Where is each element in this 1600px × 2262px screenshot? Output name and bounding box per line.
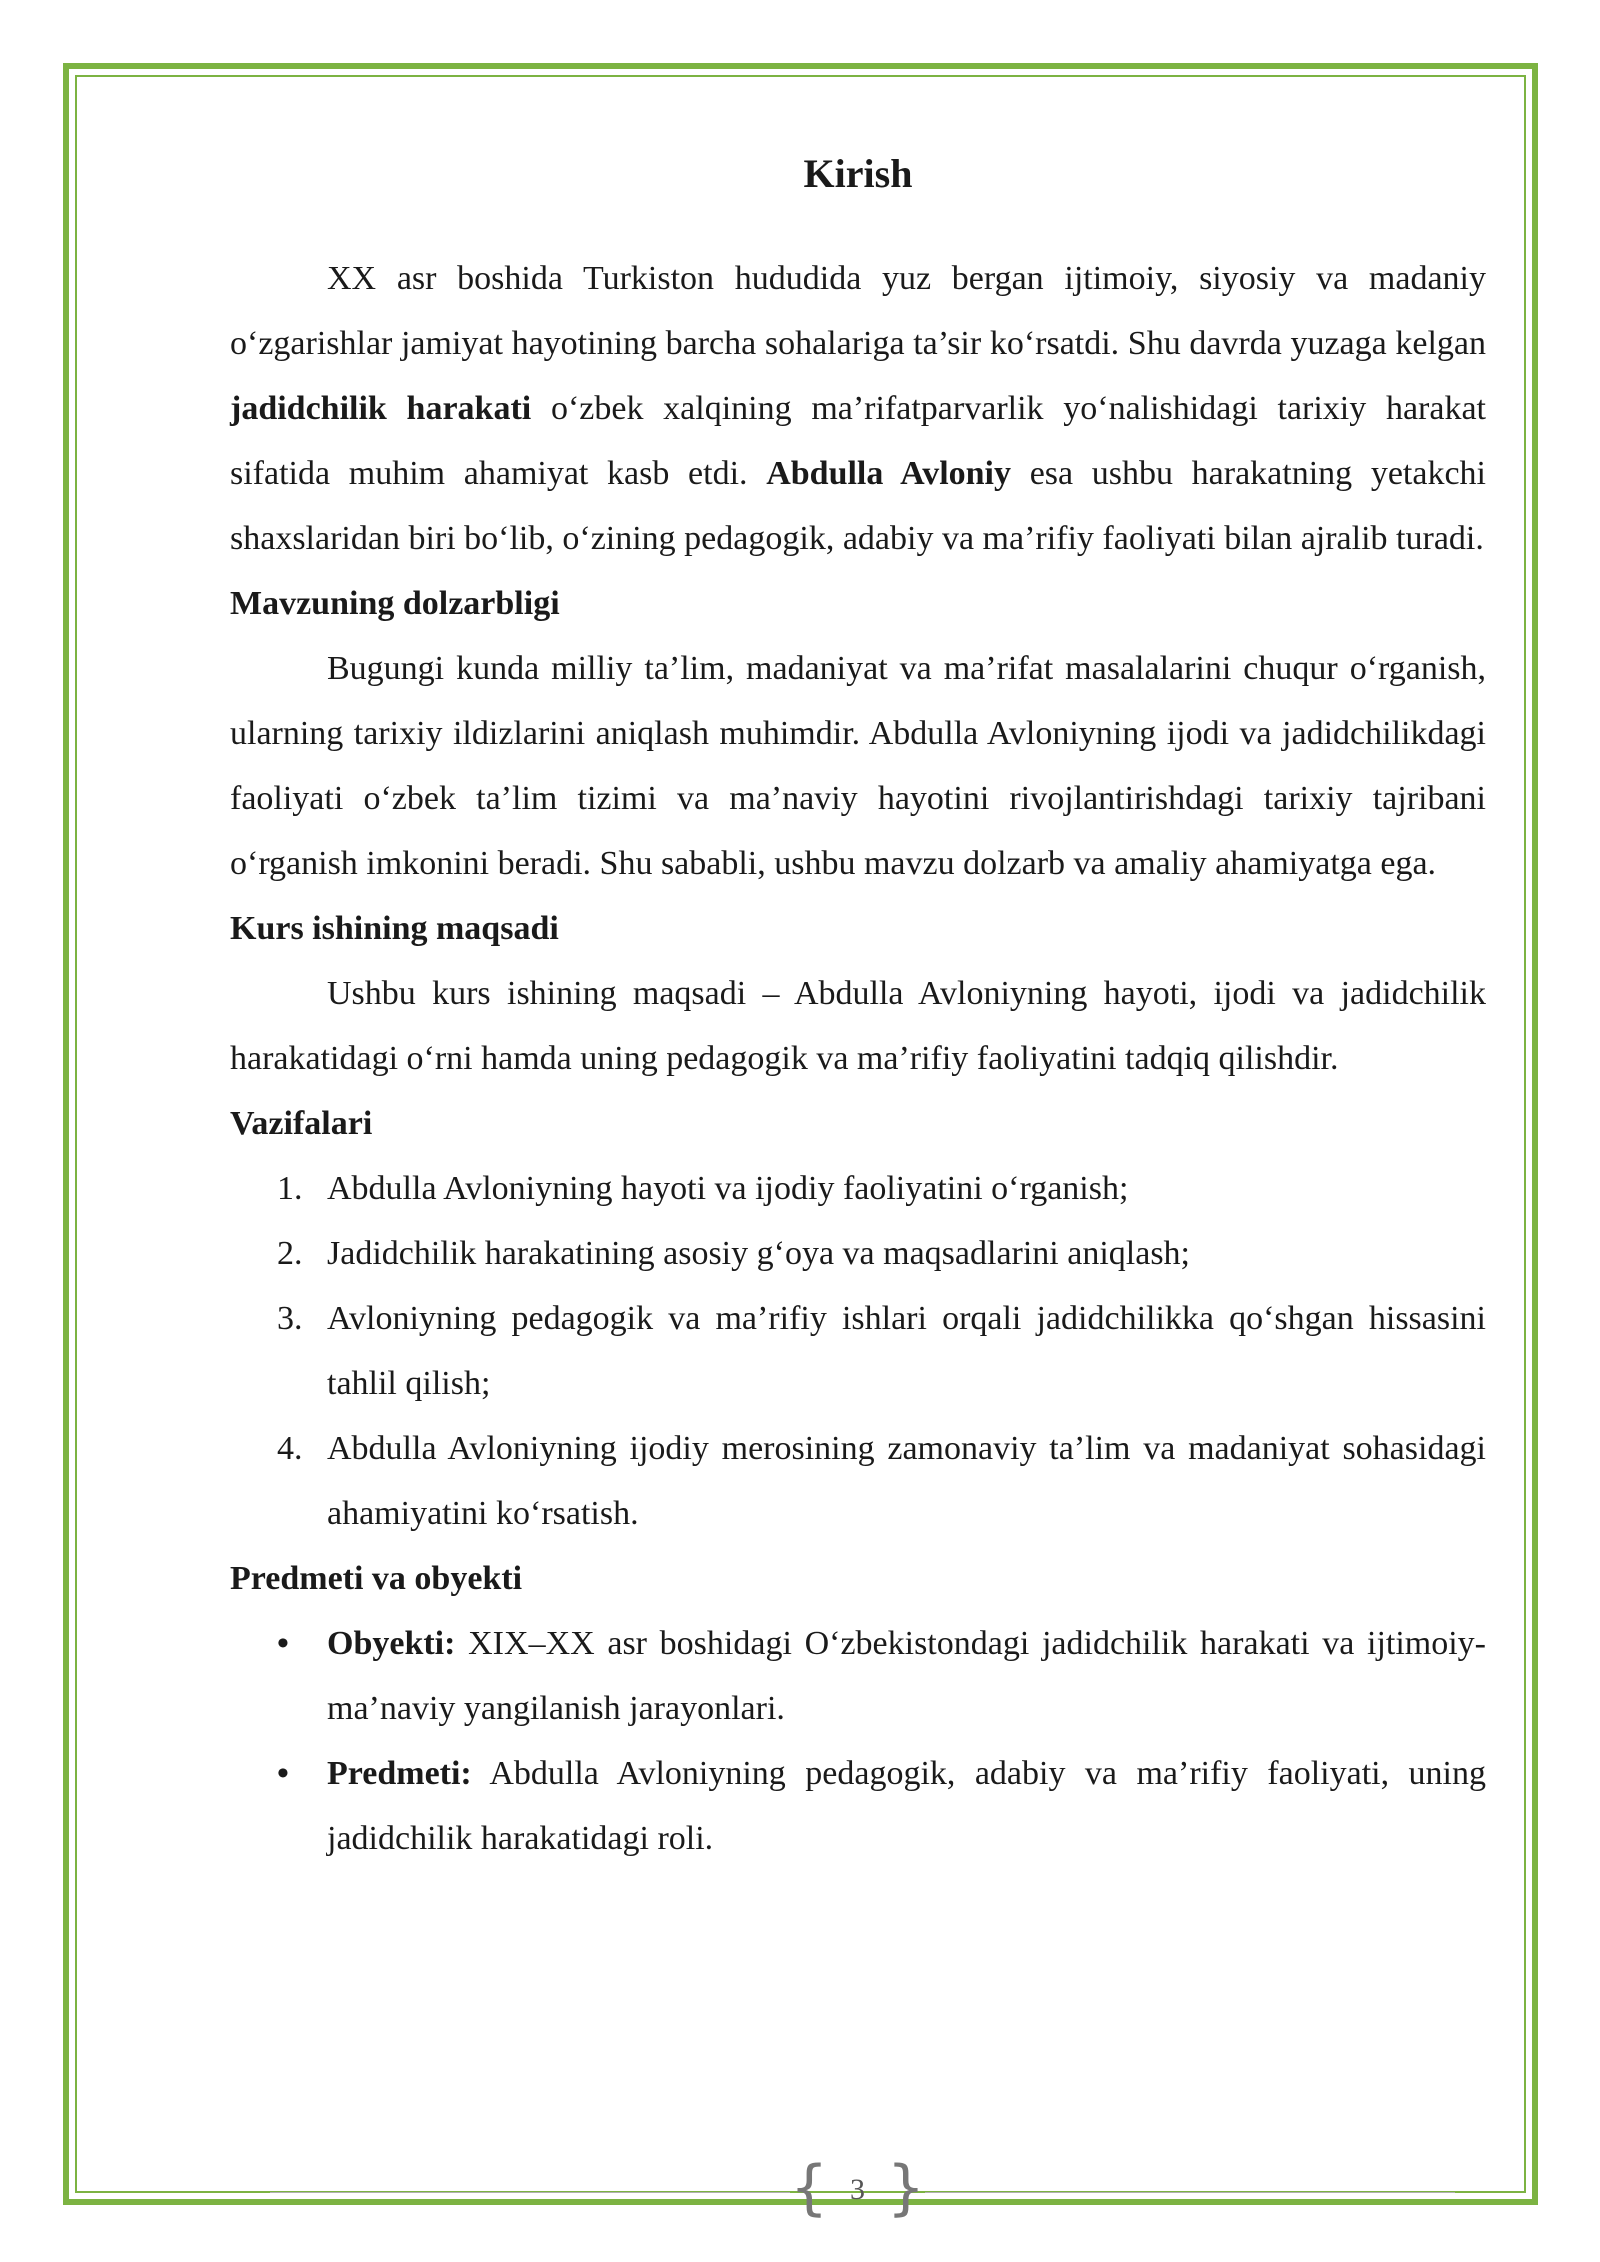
footer-divider-right <box>925 2192 1455 2193</box>
list-item-text: Abdulla Avloniyning ijodiy merosining zamonaviy ta’lim va madaniyat sohasidagi ahamiyatini ko‘rsatish. <box>327 1430 1486 1532</box>
list-item <box>230 1156 1486 1221</box>
intro-bold-jadidchilik: jadidchilik harakati <box>230 390 532 427</box>
intro-bold-avloniy: Abdulla Avloniy <box>766 455 1012 492</box>
item-label: Obyekti: <box>327 1625 456 1662</box>
list-item <box>230 1611 1486 1741</box>
heading-subject: Predmeti va obyekti <box>230 1560 523 1597</box>
list-item <box>230 1741 1486 1871</box>
bullet-icon: • <box>277 1755 289 1792</box>
list-number: 2. <box>277 1235 303 1272</box>
relevance-paragraph: Bugungi kunda milliy ta’lim, madaniyat va ma’rifat masalalarini chuqur o‘rganish, ularning tarixiy ildizlarini aniqlash muhimdir. Abdulla Avloniyning ijodi va jadidchilikdagi faoliyati o‘zbek ta’lim tizimi va ma’naviy hayotini rivojlantirishdagi tarixiy tajribani o‘rganish imkonini beradi. Shu sababli, ushbu mavzu dolzarb va amaliy ahamiyatga ega. <box>230 650 1486 882</box>
heading-tasks: Vazifalari <box>230 1105 373 1142</box>
tasks-list <box>230 1156 1486 1546</box>
list-item <box>230 1221 1486 1286</box>
list-number: 3. <box>277 1300 303 1337</box>
intro-text-1: XX asr boshida Turkiston hududida yuz bergan ijtimoiy, siyosiy va madaniy o‘zgarishlar jamiyat hayotining barcha sohalariga ta’sir ko‘rsatdi. Shu davrda yuzaga kelgan <box>230 260 1486 362</box>
footer-divider-left <box>270 2192 790 2193</box>
intro-text-3: esa ushbu harakatning yetakchi shaxslaridan biri bo‘lib, o‘zining pedagogik, adabiy va ma’rifiy faoliyati bilan ajralib turadi. <box>230 455 1486 557</box>
intro-paragraph <box>230 246 1486 571</box>
list-item <box>230 1286 1486 1416</box>
list-item-text: Abdulla Avloniyning hayoti va ijodiy faoliyatini o‘rganish; <box>327 1170 1129 1207</box>
page-number: 3 <box>850 2173 865 2206</box>
bullet-icon: • <box>277 1625 289 1662</box>
goal-paragraph: Ushbu kurs ishining maqsadi – Abdulla Avloniyning hayoti, ijodi va jadidchilik harakatidagi o‘rni hamda uning pedagogik va ma’rifiy faoliyatini tadqiq qilishdir. <box>230 975 1486 1077</box>
list-number: 4. <box>277 1430 303 1467</box>
page-number-box <box>790 2153 925 2223</box>
heading-goal: Kurs ishining maqsadi <box>230 910 559 947</box>
document-body <box>230 140 1486 1871</box>
page-title: Kirish <box>803 151 913 196</box>
intro-text-2: o‘zbek xalqining ma’rifatparvarlik yo‘nalishidagi tarixiy harakat sifatida muhim ahamiyat kasb etdi. <box>230 390 1486 492</box>
list-item-text: Jadidchilik harakatining asosiy g‘oya va maqsadlarini aniqlash; <box>327 1235 1190 1272</box>
list-item-text: Avloniyning pedagogik va ma’rifiy ishlari orqali jadidchilikka qo‘shgan hissasini tahlil qilish; <box>327 1300 1486 1402</box>
subject-list <box>230 1611 1486 1871</box>
heading-relevance: Mavzuning dolzarbligi <box>230 585 560 622</box>
item-text: Abdulla Avloniyning pedagogik, adabiy va ma’rifiy faoliyati, uning jadidchilik harakatidagi roli. <box>327 1755 1486 1857</box>
item-text: XIX–XX asr boshidagi O‘zbekistondagi jadidchilik harakati va ijtimoiy-ma’naviy yangilanish jarayonlari. <box>327 1625 1486 1727</box>
list-number: 1. <box>277 1170 303 1207</box>
list-item <box>230 1416 1486 1546</box>
left-brace-icon: { <box>790 2153 829 2223</box>
right-brace-icon: } <box>886 2153 925 2223</box>
item-label: Predmeti: <box>327 1755 472 1792</box>
